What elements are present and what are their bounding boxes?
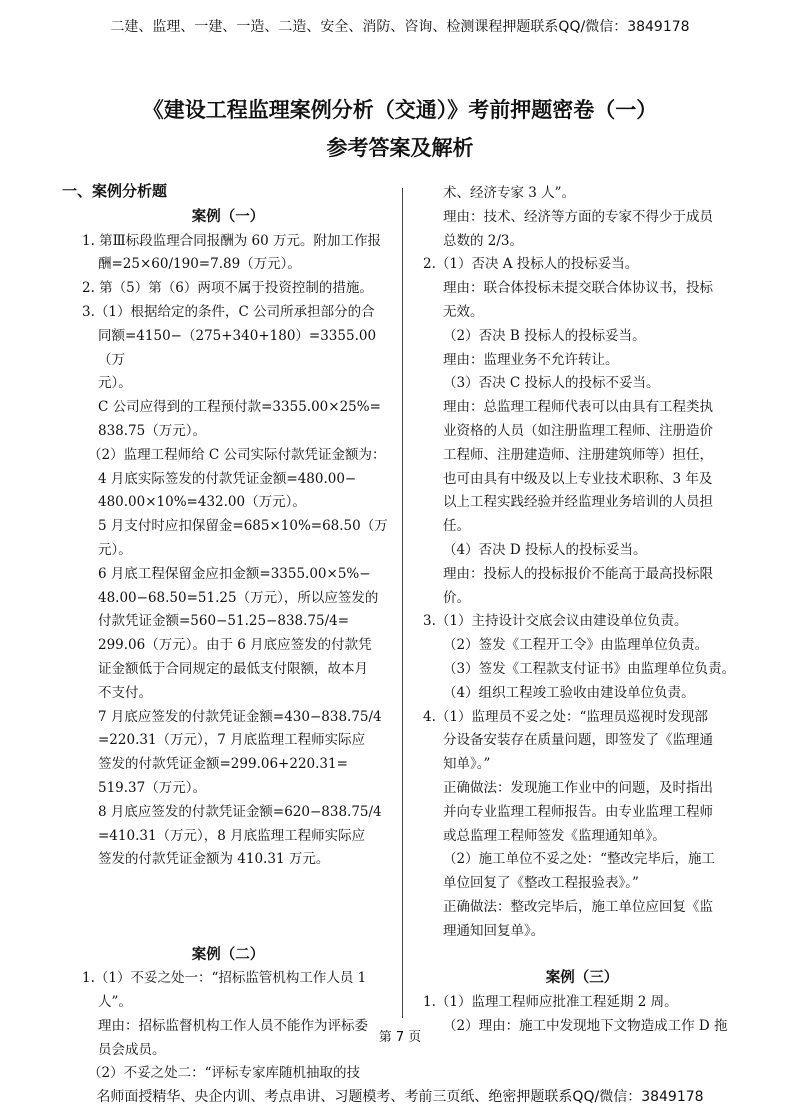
text-line: 3.（1）主持设计交底会议由建设单位负责。 [423, 613, 688, 630]
text-line: 任。 [443, 518, 470, 535]
text-line: 5 月支付时应扣保留金=685×10%=68.50（万 [98, 518, 388, 535]
case-heading: 案例（一） [191, 208, 265, 225]
text-line: 工程师、注册建造师、注册建筑师等）担任， [443, 446, 713, 463]
text-line [62, 872, 394, 896]
text-line: 单位回复了《整改工程报验表》。” [443, 875, 639, 892]
text-line: 3.（1）根据给定的条件，C 公司所承担部分的合 [82, 303, 375, 320]
text-line: 元）。 [98, 375, 132, 392]
footer-contact-note: 名师面授精华、央企内训、考点串讲、习题模考、考前三页纸、绝密押题联系QQ/微信：3849178 [96, 1089, 704, 1105]
text-line: 并向专业监理工程师报告。由专业监理工程师 [443, 803, 713, 820]
text-line: 无效。 [443, 303, 484, 320]
text-line: C 公司应得到的工程预付款=3355.00×25%= [98, 399, 381, 416]
text-line: 证金额低于合同规定的最低支付限额，故本月 [98, 660, 368, 677]
text-line: =410.31（万元），8 月底监理工程师实际应 [98, 827, 366, 844]
text-line: 1.（1）不妥之处一：“招标监管机构工作人员 1 [82, 970, 367, 987]
document-subtitle: 参考答案及解析 [326, 136, 474, 160]
text-line: 519.37（万元）。 [98, 779, 206, 796]
text-line: 理由：投标人的投标报价不能高于最高投标限 [443, 565, 713, 582]
text-line: 299.06（万元）。由于 6 月底应签发的付款凭 [98, 637, 372, 654]
text-line: 知单》。” [443, 756, 491, 773]
text-line: 4.（1）监理员不妥之处：“监理员巡视时发现部 [423, 708, 708, 725]
header-contact-note: 二建、监理、一建、一造、二造、安全、消防、咨询、检测课程押题联系QQ/微信：3849178 [110, 19, 690, 35]
text-line: 价。 [443, 589, 470, 606]
text-line: 或总监理工程师签发《监理通知单》。 [443, 827, 666, 844]
text-line: 480.00×10%=432.00（万元）。 [98, 494, 306, 511]
text-line: 不支付。 [98, 684, 152, 701]
text-line: 元）。 [98, 541, 132, 558]
text-line: 理通知回复单》。 [443, 922, 545, 939]
right-text-block [423, 182, 741, 1039]
section-heading: 一、案例分析题 [62, 182, 168, 200]
text-line: 总数的 2/3。 [443, 232, 524, 249]
text-line: 7 月底应签发的付款凭证金额=430−838.75/4 [98, 708, 382, 725]
text-line: 838.75（万元）。 [98, 422, 206, 439]
text-line: 人”。 [98, 994, 132, 1011]
text-line: 理由：联合体投标未提交联合体协议书，投标 [443, 280, 713, 297]
text-line: 分设备安装存在质量问题，即签发了《监理通 [443, 732, 713, 749]
right-column [423, 182, 741, 1039]
text-line: 理由：招标监督机构工作人员不能作为评标委 [98, 1017, 368, 1034]
text-line: 酬=25×60/190=7.89（万元）。 [98, 256, 301, 273]
text-line: 正确做法：发现施工作业中的问题，及时指出 [443, 779, 713, 796]
text-line: =220.31（万元），7 月底监理工程师实际应 [98, 732, 366, 749]
text-line: 签发的付款凭证金额为 410.31 万元。 [98, 851, 330, 868]
text-line: 6 月底工程保留金应扣金额=3355.00×5%− [98, 565, 371, 582]
text-line: 2.（1）否决 A 投标人的投标妥当。 [423, 256, 639, 273]
text-line: （3）否决 C 投标人的投标不妥当。 [443, 375, 660, 392]
text-line: 1.（1）监理工程师应批准工程延期 2 周。 [423, 994, 678, 1011]
case-heading: 案例（三） [545, 970, 619, 987]
text-line: 术、经济专家 3 人”。 [443, 185, 576, 201]
text-line: 签发的付款凭证金额=299.06+220.31= [98, 756, 348, 773]
text-line: 员会成员。 [98, 1041, 166, 1058]
text-line: （3）签发《工程款支付证书》由监理单位负责。 [443, 660, 736, 677]
text-line [423, 944, 741, 968]
text-line: 1. 第Ⅲ标段监理合同报酬为 60 万元。附加工作报 [82, 232, 381, 249]
page-number: 第 7 页 [378, 1030, 422, 1045]
text-line: （2）理由：施工中发现地下文物造成工作 D 拖 [443, 1017, 728, 1034]
left-text-block [62, 206, 394, 1086]
text-line: 正确做法：整改完毕后，施工单位应回复《监 [443, 898, 713, 915]
text-line: （2）不妥之处二：“评标专家库随机抽取的技 [88, 1065, 360, 1082]
text-line: 理由：总监理工程师代表可以由具有工程类执 [443, 399, 713, 416]
text-line: （4）组织工程竣工验收由建设单位负责。 [443, 684, 695, 701]
text-line: （4）否决 D 投标人的投标妥当。 [443, 541, 647, 558]
text-line: 4 月底实际签发的付款凭证金额=480.00− [98, 470, 357, 487]
text-line: 也可由具有中级及以上专业技术职称、3 年及 [443, 470, 713, 487]
text-line: 以上工程实践经验并经监理业务培训的人员担 [443, 494, 713, 511]
text-line: 同额=4150−（275+340+180）=3355.00（万 [98, 327, 377, 368]
text-line [62, 920, 394, 944]
text-line: （2）签发《工程开工令》由监理单位负责。 [443, 637, 709, 654]
text-line: 理由：技术、经济等方面的专家不得少于成员 [443, 208, 713, 225]
text-line: 付款凭证金额=560−51.25−838.75/4= [98, 613, 350, 630]
left-column [62, 180, 394, 1086]
text-line: 2. 第（5）第（6）两项不属于投资控制的措施。 [82, 280, 373, 297]
text-line: 理由：监理业务不允许转让。 [443, 351, 619, 368]
text-line: 48.00−68.50=51.25（万元），所以应签发的 [98, 589, 379, 606]
text-line: （2）监理工程师给 C 公司实际付款凭证金额为： [88, 446, 386, 463]
text-line [62, 896, 394, 920]
text-line: 8 月底应签发的付款凭证金额=620−838.75/4 [98, 803, 382, 820]
text-line: （2）施工单位不妥之处：“整改完毕后，施工 [443, 851, 715, 868]
case-heading: 案例（二） [191, 946, 265, 963]
text-line: 业资格的人员（如注册监理工程师、注册造价 [443, 422, 713, 439]
document-title: 《建设工程监理案例分析（交通）》考前押题密卷（一） [142, 98, 658, 122]
text-line: （2）否决 B 投标人的投标妥当。 [443, 327, 646, 344]
column-divider [402, 188, 403, 1018]
